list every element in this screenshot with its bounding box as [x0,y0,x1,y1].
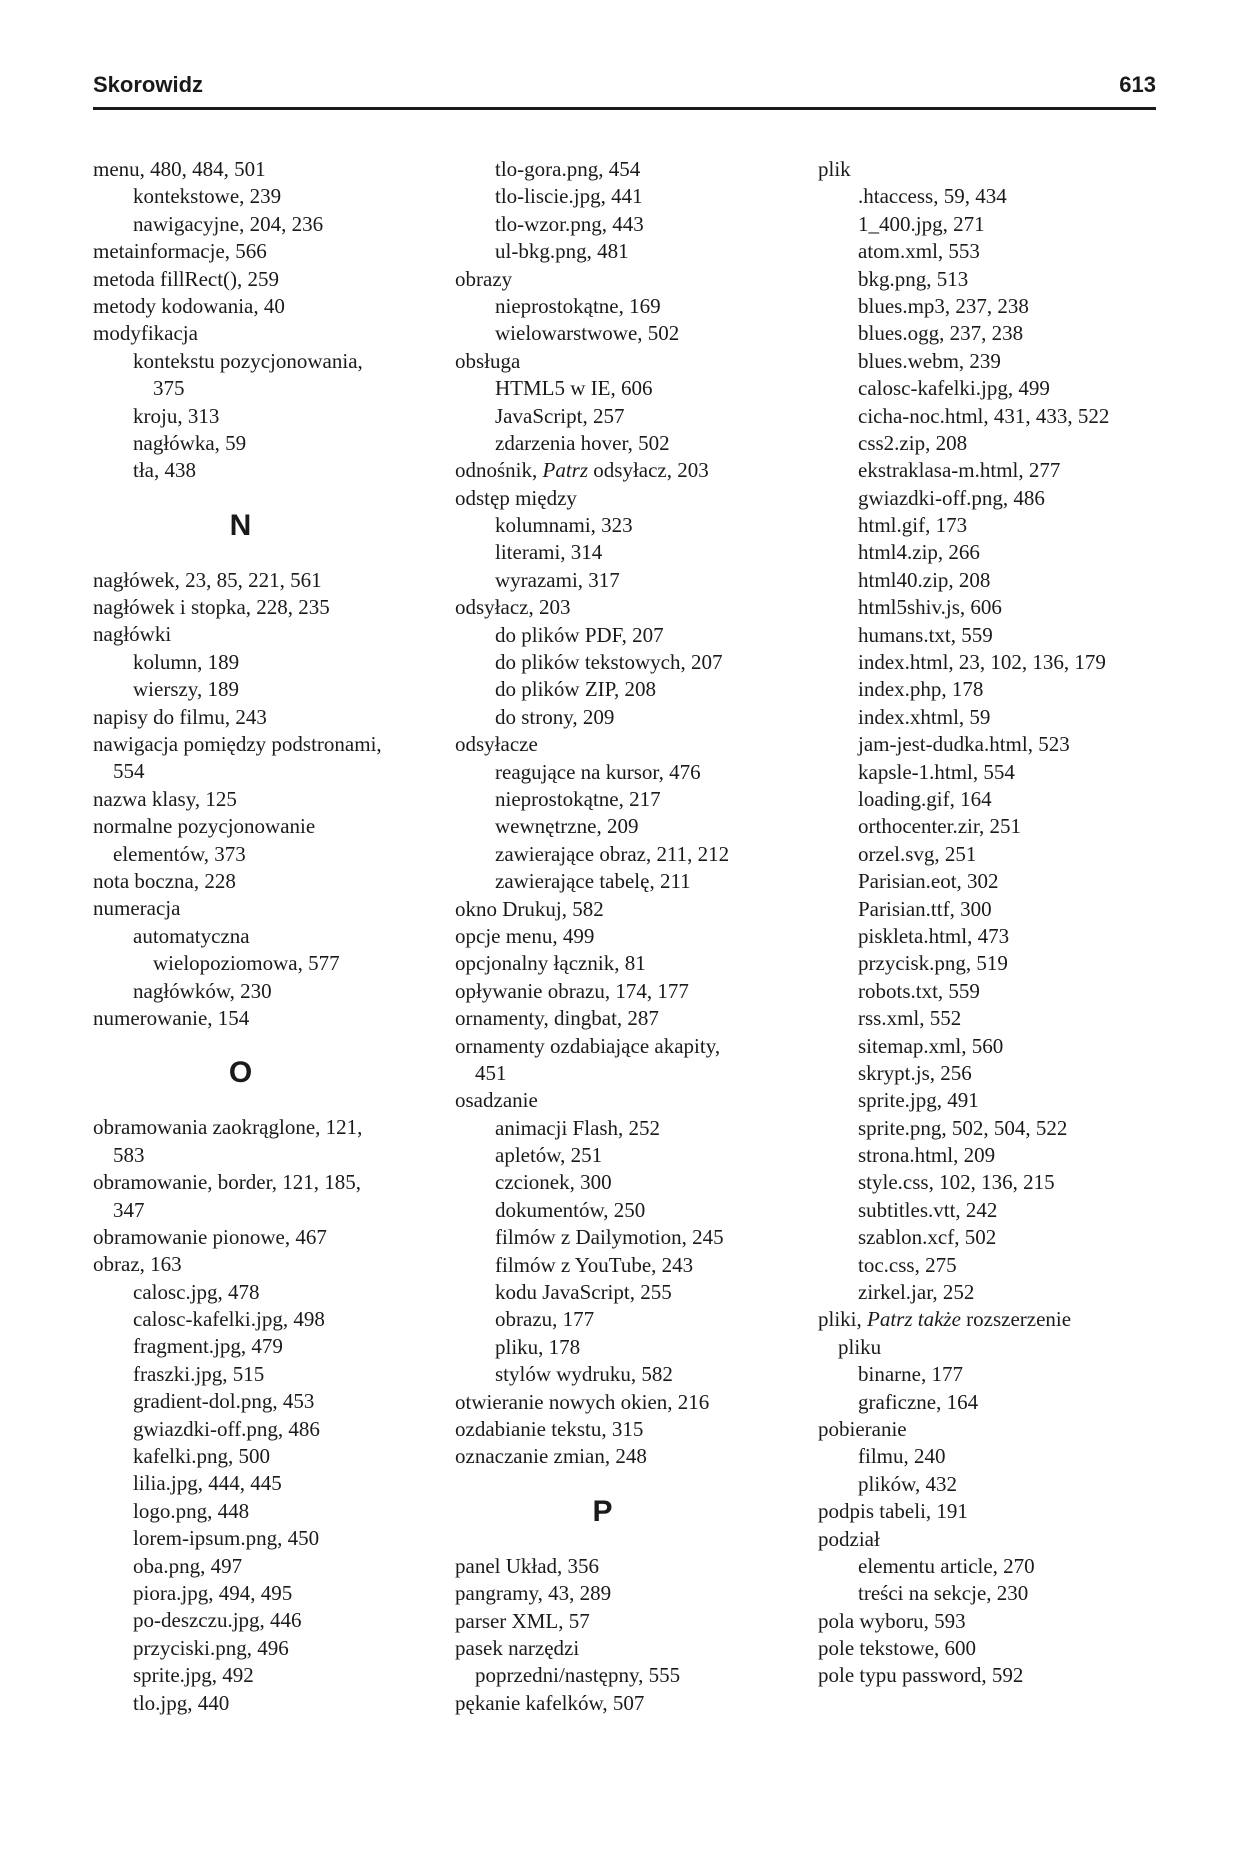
index-subentry: humans.txt, 559 [858,622,993,647]
index-subentry: tlo-gora.png, 454 [495,157,641,181]
index-subentry: nagłówków, 230 [133,978,272,1003]
index-column-3 [818,156,1163,1690]
index-subentry: filmów z Dailymotion, 245 [495,1225,724,1250]
index-subentry: wyrazami, 317 [495,567,620,592]
index-subentry: szablon.xcf, 502 [858,1225,997,1250]
index-subentry: ul-bkg.png, 481 [495,239,629,264]
index-entry-continuation: 375 [153,376,185,401]
index-column-1 [93,156,438,1717]
index-entry: numerowanie, 154 [93,1005,250,1030]
index-entry-continuation: 554 [113,759,145,784]
index-entry: odsyłacze [455,732,538,757]
index-subentry: obrazu, 177 [495,1307,595,1332]
index-subentry: tła, 438 [133,458,196,483]
index-subentry: html40.zip, 208 [858,567,991,592]
index-subentry: index.php, 178 [858,677,984,702]
index-entry: opływanie obrazu, 174, 177 [455,978,689,1003]
index-entry: odsyłacz, 203 [455,595,571,620]
index-subentry: plików, 432 [858,1471,957,1496]
index-subentry: orzel.svg, 251 [858,841,977,866]
index-entry-continuation: 583 [113,1142,145,1167]
index-subentry: loading.gif, 164 [858,786,992,811]
cross-reference: Patrz [542,458,589,483]
index-subentry: graficzne, 164 [858,1389,979,1414]
index-subentry: do plików PDF, 207 [495,622,664,647]
index-subentry: dokumentów, 250 [495,1197,646,1222]
index-entry: menu, 480, 484, 501 [93,157,266,181]
index-subentry: apletów, 251 [495,1143,603,1168]
index-entry: ornamenty, dingbat, 287 [455,1006,659,1031]
index-entry: pangramy, 43, 289 [455,1581,612,1606]
index-entry: numeracja [93,896,181,921]
index-entry: opcje menu, 499 [455,923,595,948]
index-entry-continuation: poprzedni/następny, 555 [475,1663,681,1688]
index-subentry: .htaccess, 59, 434 [858,184,1007,209]
index-subentry: Parisian.eot, 302 [858,869,999,894]
index-subentry: oba.png, 497 [133,1553,243,1578]
index-subentry: index.xhtml, 59 [858,704,991,729]
index-subentry: jam-jest-dudka.html, 523 [858,732,1070,757]
index-subentry: przycisk.png, 519 [858,951,1008,976]
index-entry: pole tekstowe, 600 [818,1636,977,1661]
index-entry: odnośnik, Patrz odsyłacz, 203 [455,458,709,483]
index-entry: podpis tabeli, 191 [818,1499,968,1524]
index-subentry: blues.mp3, 237, 238 [858,293,1029,318]
index-entry-continuation: pliku [838,1334,882,1359]
index-entry: obramowania zaokrąglone, 121, [93,1115,363,1140]
index-entry: ornamenty ozdabiające akapity, [455,1033,721,1058]
index-entry: pole typu password, 592 [818,1663,1024,1688]
index-subentry: zawierające obraz, 211, 212 [495,841,730,866]
index-subentry: lorem-ipsum.png, 450 [133,1526,320,1551]
index-entry: pola wyboru, 593 [818,1608,966,1633]
index-subentry: logo.png, 448 [133,1498,250,1523]
index-subentry: subtitles.vtt, 242 [858,1197,998,1222]
index-subentry: do strony, 209 [495,704,615,729]
index-subentry: kroju, 313 [133,403,220,428]
index-subentry: nagłówka, 59 [133,430,247,455]
index-entry-continuation: elementów, 373 [113,841,246,866]
index-entry: obsługa [455,348,521,373]
index-subentry: nieprostokątne, 169 [495,293,661,318]
index-entry: oznaczanie zmian, 248 [455,1444,647,1469]
index-subentry: html5shiv.js, 606 [858,595,1002,620]
cross-reference: Patrz także [867,1307,961,1332]
index-entry: pobieranie [818,1416,907,1441]
index-letter-heading: O [228,1056,253,1090]
index-subentry: html4.zip, 266 [858,540,980,565]
index-subentry: ekstraklasa-m.html, 277 [858,458,1061,483]
index-entry: obrazy [455,266,513,291]
index-subentry: elementu article, 270 [858,1553,1035,1578]
index-subentry: wierszy, 189 [133,677,239,702]
index-subentry: blues.ogg, 237, 238 [858,321,1024,346]
index-subentry: robots.txt, 559 [858,978,980,1003]
index-entry: pliki, Patrz także rozszerzenie [818,1307,1072,1332]
index-subentry: gwiazdki-off.png, 486 [858,485,1045,510]
index-subentry: sprite.jpg, 491 [858,1088,979,1113]
index-entry: otwieranie nowych okien, 216 [455,1389,710,1414]
index-subentry: kafelki.png, 500 [133,1444,271,1469]
index-entry: pasek narzędzi [455,1635,580,1660]
index-subentry: tlo.jpg, 440 [133,1690,230,1715]
index-subentry: nawigacyjne, 204, 236 [133,211,324,236]
index-subentry: calosc-kafelki.jpg, 498 [133,1307,325,1332]
index-subentry: pliku, 178 [495,1334,581,1359]
index-entry-continuation: 451 [475,1060,507,1085]
index-entry: obramowanie pionowe, 467 [93,1224,327,1249]
index-subentry: atom.xml, 553 [858,239,980,264]
index-subentry: Parisian.ttf, 300 [858,896,992,921]
index-subentry: animacji Flash, 252 [495,1115,661,1140]
index-subentry: JavaScript, 257 [495,403,625,428]
index-subentry: zirkel.jar, 252 [858,1280,975,1305]
index-subentry: css2.zip, 208 [858,430,968,455]
index-entry: metainformacje, 566 [93,239,267,264]
index-subentry: rss.xml, 552 [858,1006,962,1031]
index-subentry: fragment.jpg, 479 [133,1334,283,1359]
index-entry: opcjonalny łącznik, 81 [455,951,646,976]
index-subentry: wielowarstwowe, 502 [495,321,680,346]
index-entry: plik [818,157,851,181]
header-rule [93,107,1156,110]
index-subentry: tlo-liscie.jpg, 441 [495,184,643,209]
index-subentry: nieprostokątne, 217 [495,786,661,811]
index-subentry: kontekstu pozycjonowania, [133,348,363,373]
index-entry: osadzanie [455,1088,538,1113]
running-header [93,72,1156,106]
index-subentry: reagujące na kursor, 476 [495,759,701,784]
index-entry: obraz, 163 [93,1252,182,1277]
index-subentry: lilia.jpg, 444, 445 [133,1471,282,1496]
index-subentry: bkg.png, 513 [858,266,969,291]
index-subentry: tlo-wzor.png, 443 [495,211,644,236]
index-entry: panel Układ, 356 [455,1553,600,1578]
index-subentry: strona.html, 209 [858,1143,996,1168]
index-entry: nagłówek, 23, 85, 221, 561 [93,567,322,592]
index-subentry: filmów z YouTube, 243 [495,1252,694,1277]
index-subentry: binarne, 177 [858,1362,963,1387]
index-entry: podział [818,1526,880,1551]
index-subentry: blues.webm, 239 [858,348,1001,373]
index-entry: ozdabianie tekstu, 315 [455,1416,644,1441]
index-subentry: wewnętrzne, 209 [495,814,639,839]
index-entry: napisy do filmu, 243 [93,704,267,729]
index-subentry: piskleta.html, 473 [858,923,1010,948]
index-entry-continuation: wielopoziomowa, 577 [153,951,340,976]
index-subentry: piora.jpg, 494, 495 [133,1580,293,1605]
index-entry: parser XML, 57 [455,1608,590,1633]
index-subentry: literami, 314 [495,540,603,565]
index-entry: nazwa klasy, 125 [93,786,237,811]
index-subentry: kontekstowe, 239 [133,184,282,209]
index-entry: okno Drukuj, 582 [455,896,604,921]
index-entry: obramowanie, border, 121, 185, [93,1170,362,1195]
index-subentry: kolumn, 189 [133,649,240,674]
index-subentry: 1_400.jpg, 271 [858,211,985,236]
index-subentry: przyciski.png, 496 [133,1635,289,1660]
index-subentry: automatyczna [133,923,250,948]
index-entry-continuation: 347 [113,1197,145,1222]
index-subentry: kapsle-1.html, 554 [858,759,1015,784]
index-subentry: calosc-kafelki.jpg, 499 [858,376,1050,401]
index-subentry: gwiazdki-off.png, 486 [133,1416,320,1441]
index-subentry: zdarzenia hover, 502 [495,430,670,455]
index-subentry: html.gif, 173 [858,513,968,538]
index-subentry: stylów wydruku, 582 [495,1362,673,1387]
index-subentry: sprite.png, 502, 504, 522 [858,1115,1068,1140]
index-subentry: filmu, 240 [858,1444,946,1469]
index-subentry: zawierające tabelę, 211 [495,869,691,894]
index-entry: odstęp między [455,485,577,510]
page-number: 613 [1119,72,1156,97]
index-subentry: cicha-noc.html, 431, 433, 522 [858,403,1110,428]
index-subentry: po-deszczu.jpg, 446 [133,1608,302,1633]
index-subentry: kodu JavaScript, 255 [495,1280,672,1305]
index-subentry: do plików ZIP, 208 [495,677,657,702]
index-entry: modyfikacja [93,321,198,346]
index-entry: nawigacja pomiędzy podstronami, [93,732,382,757]
index-subentry: calosc.jpg, 478 [133,1279,260,1304]
index-letter-heading: N [229,508,252,542]
index-entry: nagłówki [93,622,172,647]
index-subentry: sprite.jpg, 492 [133,1663,254,1688]
index-entry: metody kodowania, 40 [93,293,285,318]
index-subentry: do plików tekstowych, 207 [495,650,723,675]
index-subentry: orthocenter.zir, 251 [858,814,1022,839]
index-subentry: index.html, 23, 102, 136, 179 [858,650,1106,675]
index-entry: nota boczna, 228 [93,868,236,893]
index-subentry: treści na sekcje, 230 [858,1581,1029,1606]
index-entry: pękanie kafelków, 507 [455,1690,645,1715]
index-subentry: kolumnami, 323 [495,513,633,538]
index-subentry: style.css, 102, 136, 215 [858,1170,1055,1195]
index-column-2 [455,156,800,1717]
index-entry: nagłówek i stopka, 228, 235 [93,595,330,620]
index-subentry: skrypt.js, 256 [858,1060,972,1085]
index-subentry: fraszki.jpg, 515 [133,1361,265,1386]
index-letter-heading: P [592,1494,613,1528]
index-entry: metoda fillRect(), 259 [93,266,280,291]
index-subentry: toc.css, 275 [858,1252,957,1277]
index-subentry: gradient-dol.png, 453 [133,1389,315,1414]
running-title: Skorowidz [93,72,204,97]
index-entry: normalne pozycjonowanie [93,814,316,839]
index-subentry: HTML5 w IE, 606 [495,376,653,401]
index-subentry: czcionek, 300 [495,1170,612,1195]
index-subentry: sitemap.xml, 560 [858,1033,1004,1058]
